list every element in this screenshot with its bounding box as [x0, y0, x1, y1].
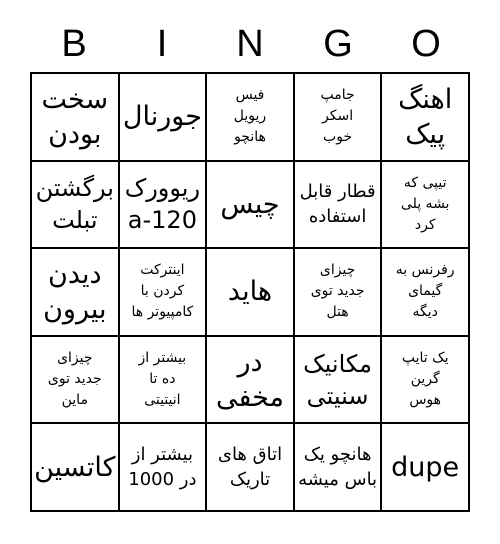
- bingo-cell-text: یک تایپ گرین هوس: [401, 350, 449, 409]
- bingo-cell-text: بیشتر از در 1000: [128, 444, 197, 491]
- bingo-cell-r4-c3[interactable]: [206, 336, 294, 424]
- bingo-cell-text: هاید: [227, 276, 273, 308]
- bingo-cell-r5-c4[interactable]: [294, 423, 382, 511]
- bingo-cell-r4-c4[interactable]: [294, 336, 382, 424]
- bingo-cell-r1-c4[interactable]: [294, 73, 382, 161]
- bingo-cell-r3-c3[interactable]: [206, 248, 294, 336]
- bingo-cell-text: کاتسین: [34, 451, 116, 483]
- bingo-cell-r5-c3[interactable]: [206, 423, 294, 511]
- bingo-cell-r2-c3[interactable]: [206, 161, 294, 249]
- bingo-cell-text: چیزای جدید توی ماین: [47, 350, 102, 409]
- bingo-cell-r1-c2[interactable]: [119, 73, 207, 161]
- header-letter-i: I: [156, 23, 168, 65]
- bingo-cell-r2-c1[interactable]: [31, 161, 119, 249]
- header-letter-n: N: [236, 23, 264, 65]
- bingo-cell-text: سخت بودن: [41, 83, 109, 150]
- bingo-cell-r3-c1[interactable]: [31, 248, 119, 336]
- bingo-cell-r2-c2[interactable]: [119, 161, 207, 249]
- bingo-cell-text: جورنال: [122, 101, 202, 133]
- bingo-cell-text: رفرنس به گیمای دیگه: [395, 262, 455, 321]
- bingo-cell-r4-c2[interactable]: [119, 336, 207, 424]
- bingo-cell-text: ریوورک a-120: [124, 174, 201, 235]
- bingo-cell-text: اینترکت کردن با کامپیوتر ها: [131, 262, 194, 321]
- bingo-cell-text: dupe: [391, 451, 460, 483]
- bingo-cell-text: قطار قابل استفاده: [299, 181, 376, 228]
- bingo-card-grid: [30, 72, 470, 512]
- bingo-cell-r5-c2[interactable]: [119, 423, 207, 511]
- bingo-cell-text: چیزای جدید توی هتل: [310, 262, 365, 321]
- bingo-cell-r3-c5[interactable]: [381, 248, 469, 336]
- bingo-cell-text: هانچو یک باس میشه: [298, 444, 378, 491]
- bingo-cell-r3-c4[interactable]: [294, 248, 382, 336]
- bingo-cell-r2-c4[interactable]: [294, 161, 382, 249]
- bingo-cell-text: برگشتن تبلت: [35, 174, 114, 235]
- bingo-cell-r4-c1[interactable]: [31, 336, 119, 424]
- header-letter-g: G: [323, 23, 353, 65]
- bingo-header: [30, 18, 470, 70]
- bingo-cell-text: جامپ اسکر خوب: [320, 87, 355, 146]
- bingo-cell-text: اهنگ پیک: [398, 83, 453, 150]
- bingo-cell-r1-c5[interactable]: [381, 73, 469, 161]
- bingo-cell-r4-c5[interactable]: [381, 336, 469, 424]
- bingo-cell-text: اتاق های تاریک: [217, 444, 283, 491]
- bingo-cell-text: بیشتر از ده تا انیتیتی: [138, 350, 187, 409]
- bingo-cell-r3-c2[interactable]: [119, 248, 207, 336]
- bingo-cell-r1-c3[interactable]: [206, 73, 294, 161]
- bingo-cell-text: تیپی که بشه پلی کرد: [400, 174, 450, 233]
- bingo-cell-text: فیس ریویل هانچو: [233, 87, 267, 146]
- header-letter-o: O: [411, 23, 441, 65]
- bingo-cell-text: در مخفی: [215, 346, 285, 413]
- bingo-cell-r5-c5[interactable]: [381, 423, 469, 511]
- header-letter-b: B: [61, 23, 87, 65]
- bingo-cell-text: مکانیک سنیتی: [303, 349, 372, 410]
- bingo-cell-text: دیدن بیرون: [43, 258, 107, 325]
- bingo-cell-r2-c5[interactable]: [381, 161, 469, 249]
- bingo-cell-text: چیس: [220, 188, 280, 220]
- bingo-cell-r1-c1[interactable]: [31, 73, 119, 161]
- bingo-cell-r5-c1[interactable]: [31, 423, 119, 511]
